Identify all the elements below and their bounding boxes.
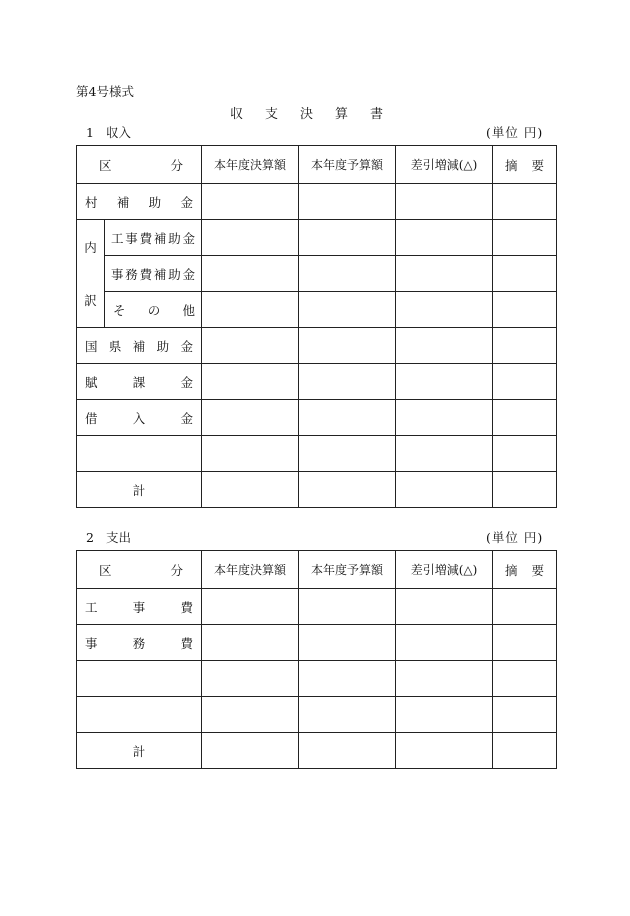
cell-budget[interactable] xyxy=(299,733,396,769)
income-row-national-pref-subsidy xyxy=(77,328,557,364)
header-char: 分 xyxy=(170,562,183,578)
cell-difference[interactable] xyxy=(396,661,493,697)
label-char: 入 xyxy=(132,410,146,426)
cell-difference[interactable] xyxy=(396,625,493,661)
label-char: 訳 xyxy=(84,293,97,308)
expense-total-label: 計 xyxy=(77,733,202,769)
header-char: 区 xyxy=(99,157,112,173)
cell-settlement[interactable] xyxy=(202,625,299,661)
label-char: 補 xyxy=(153,230,167,246)
income-row-levy xyxy=(77,364,557,400)
form-number: 第4号様式 xyxy=(76,84,134,99)
expense-unit: (単位 円) xyxy=(486,530,544,545)
header-char: 要 xyxy=(531,157,544,173)
income-header-remarks xyxy=(493,146,557,184)
cell-difference[interactable] xyxy=(396,733,493,769)
row-label xyxy=(77,328,202,364)
label-char: 県 xyxy=(108,338,122,354)
label-char: 事 xyxy=(132,599,146,615)
label-char: 国 xyxy=(85,338,98,354)
header-char: 要 xyxy=(531,562,544,578)
label-char: 課 xyxy=(132,374,146,390)
cell-remarks[interactable] xyxy=(493,733,557,769)
cell-settlement[interactable] xyxy=(202,220,299,256)
cell-settlement[interactable] xyxy=(202,436,299,472)
expense-section-number: 2 xyxy=(86,530,94,545)
cell-remarks[interactable] xyxy=(493,256,557,292)
cell-budget[interactable] xyxy=(299,400,396,436)
label-char: 助 xyxy=(168,230,181,246)
income-header-difference: 差引増減(△) xyxy=(396,146,493,184)
label-char: 補 xyxy=(153,266,167,282)
label-char: 金 xyxy=(180,374,193,390)
label-char: 事 xyxy=(85,635,98,651)
label-char: 村 xyxy=(85,194,98,210)
expense-header-difference: 差引増減(△) xyxy=(396,551,493,589)
income-row-total xyxy=(77,472,557,508)
income-row-office-subsidy xyxy=(77,256,557,292)
cell-budget[interactable] xyxy=(299,697,396,733)
cell-remarks[interactable] xyxy=(493,661,557,697)
expense-header-remarks xyxy=(493,551,557,589)
cell-budget[interactable] xyxy=(299,589,396,625)
income-row-other xyxy=(77,292,557,328)
row-label xyxy=(77,364,202,400)
label-char: 助 xyxy=(148,194,162,210)
expense-header-budget: 本年度予算額 xyxy=(299,551,396,589)
expense-row-total xyxy=(77,733,557,769)
label-char: 工 xyxy=(111,230,124,246)
label-char: 他 xyxy=(182,302,195,318)
cell-budget[interactable] xyxy=(299,661,396,697)
cell-settlement[interactable] xyxy=(202,364,299,400)
cell-budget[interactable] xyxy=(299,436,396,472)
cell-difference[interactable] xyxy=(396,220,493,256)
cell-remarks[interactable] xyxy=(493,184,557,220)
row-label xyxy=(77,184,202,220)
cell-difference[interactable] xyxy=(396,472,493,508)
cell-remarks[interactable] xyxy=(493,436,557,472)
income-section-label: 収入 xyxy=(106,125,132,140)
cell-budget[interactable] xyxy=(299,625,396,661)
cell-difference[interactable] xyxy=(396,184,493,220)
cell-settlement[interactable] xyxy=(202,292,299,328)
expense-header-settlement: 本年度決算額 xyxy=(202,551,299,589)
expense-row-construction xyxy=(77,589,557,625)
label-char: 費 xyxy=(139,266,153,282)
cell-difference[interactable] xyxy=(396,256,493,292)
row-label xyxy=(77,625,202,661)
row-label xyxy=(105,220,202,256)
cell-remarks[interactable] xyxy=(493,364,557,400)
label-char: 金 xyxy=(180,338,193,354)
cell-budget[interactable] xyxy=(299,364,396,400)
cell-budget[interactable] xyxy=(299,472,396,508)
cell-remarks[interactable] xyxy=(493,400,557,436)
cell-difference[interactable] xyxy=(396,697,493,733)
income-header-category xyxy=(77,146,202,184)
cell-settlement[interactable] xyxy=(202,472,299,508)
expense-row-blank-2 xyxy=(77,697,557,733)
income-section-heading xyxy=(86,123,131,141)
row-label-blank[interactable] xyxy=(77,436,202,472)
label-char: 費 xyxy=(139,230,153,246)
cell-settlement[interactable] xyxy=(202,733,299,769)
cell-settlement[interactable] xyxy=(202,256,299,292)
header-char: 区 xyxy=(99,562,112,578)
row-label xyxy=(105,292,202,328)
cell-difference[interactable] xyxy=(396,364,493,400)
cell-remarks[interactable] xyxy=(493,697,557,733)
label-char: 金 xyxy=(180,194,193,210)
income-row-construction-subsidy xyxy=(77,220,557,256)
header-char: 摘 xyxy=(505,562,518,578)
cell-budget[interactable] xyxy=(299,328,396,364)
expense-section-heading xyxy=(86,528,131,546)
label-char: 借 xyxy=(85,410,98,426)
label-char: 工 xyxy=(85,599,98,615)
cell-settlement[interactable] xyxy=(202,697,299,733)
cell-budget[interactable] xyxy=(299,256,396,292)
label-char: 補 xyxy=(116,194,130,210)
row-label xyxy=(77,589,202,625)
cell-remarks[interactable] xyxy=(493,292,557,328)
row-label xyxy=(77,400,202,436)
income-table xyxy=(76,145,557,508)
label-char: 金 xyxy=(180,410,193,426)
label-char: 務 xyxy=(132,635,146,651)
cell-budget[interactable] xyxy=(299,292,396,328)
cell-difference[interactable] xyxy=(396,589,493,625)
cell-settlement[interactable] xyxy=(202,661,299,697)
row-label-blank[interactable] xyxy=(77,661,202,697)
cell-settlement[interactable] xyxy=(202,400,299,436)
income-row-village-subsidy xyxy=(77,184,557,220)
income-unit: (単位 円) xyxy=(486,125,544,140)
cell-remarks[interactable] xyxy=(493,220,557,256)
label-char: 事 xyxy=(111,266,124,282)
header-char: 摘 xyxy=(505,157,518,173)
cell-settlement[interactable] xyxy=(202,589,299,625)
cell-budget[interactable] xyxy=(299,184,396,220)
label-char: の xyxy=(147,302,161,318)
expense-table xyxy=(76,550,557,769)
row-label xyxy=(105,256,202,292)
cell-settlement[interactable] xyxy=(202,184,299,220)
label-char: 内 xyxy=(84,240,97,255)
expense-row-blank-1 xyxy=(77,661,557,697)
income-row-blank xyxy=(77,436,557,472)
expense-row-office xyxy=(77,625,557,661)
label-char: 事 xyxy=(125,230,138,246)
label-char: 費 xyxy=(180,599,193,615)
income-header-budget: 本年度予算額 xyxy=(299,146,396,184)
cell-remarks[interactable] xyxy=(493,589,557,625)
label-char: 補 xyxy=(132,338,146,354)
row-label-blank[interactable] xyxy=(77,697,202,733)
breakdown-label xyxy=(77,220,105,328)
cell-budget[interactable] xyxy=(299,220,396,256)
expense-header-category xyxy=(77,551,202,589)
label-char: 務 xyxy=(125,266,138,282)
cell-difference[interactable] xyxy=(396,400,493,436)
cell-difference[interactable] xyxy=(396,292,493,328)
document-title: 収支決算書 xyxy=(230,107,406,122)
label-char: 金 xyxy=(182,230,195,246)
label-char: 金 xyxy=(182,266,195,282)
label-char: 費 xyxy=(180,635,193,651)
income-header-row xyxy=(77,146,557,184)
income-header-settlement: 本年度決算額 xyxy=(202,146,299,184)
label-char: 助 xyxy=(168,266,181,282)
header-char: 分 xyxy=(170,157,183,173)
cell-remarks[interactable] xyxy=(493,472,557,508)
income-row-borrowing xyxy=(77,400,557,436)
label-char: 助 xyxy=(156,338,170,354)
label-char: 賦 xyxy=(85,374,98,390)
expense-header-row xyxy=(77,551,557,589)
income-total-label: 計 xyxy=(77,472,202,508)
cell-remarks[interactable] xyxy=(493,625,557,661)
cell-difference[interactable] xyxy=(396,436,493,472)
expense-section-label: 支出 xyxy=(106,530,132,545)
cell-difference[interactable] xyxy=(396,328,493,364)
cell-remarks[interactable] xyxy=(493,328,557,364)
income-section-number: 1 xyxy=(86,125,94,140)
cell-settlement[interactable] xyxy=(202,328,299,364)
label-char: そ xyxy=(113,302,126,318)
